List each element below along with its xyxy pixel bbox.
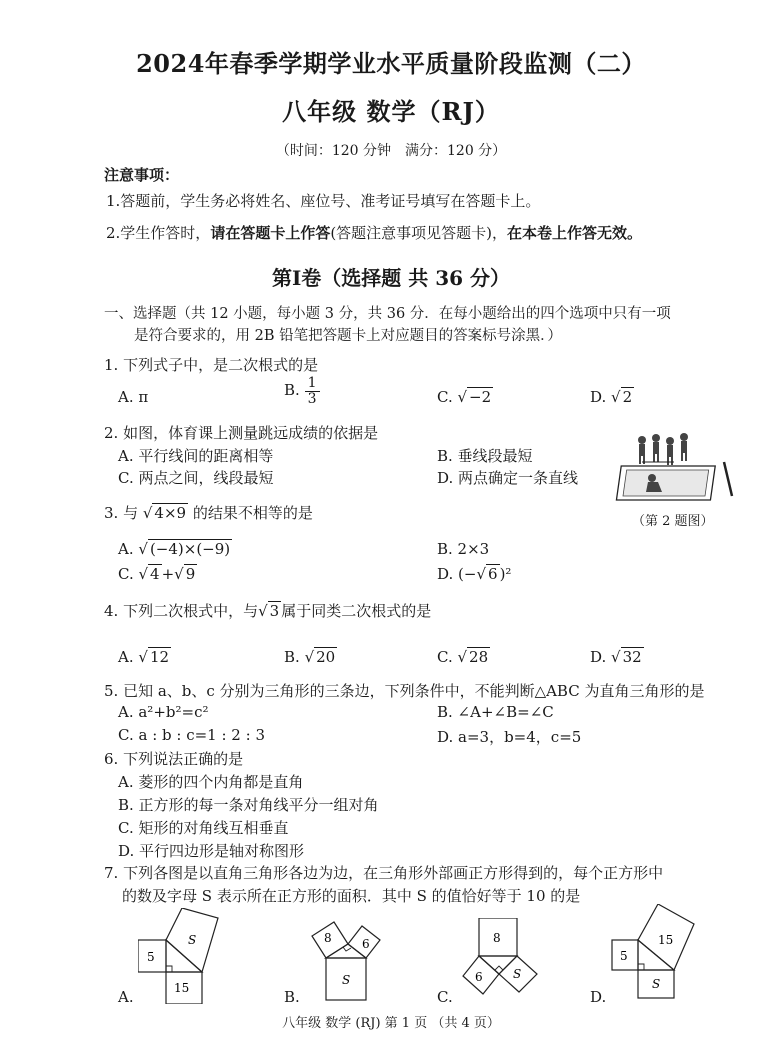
q3-option-c-label: C. (118, 565, 134, 583)
q3-option-b: B. 2×3 (437, 540, 490, 558)
notice-heading: 注意事项： (104, 166, 180, 184)
q1-fraction (305, 376, 320, 406)
q1-option-d-radicand: 2 (622, 388, 633, 406)
q1-option-c-label: C. (437, 388, 453, 406)
q7-figure-a-label: A. (118, 988, 134, 1006)
q2-option-c: C. 两点之间，线段最短 (118, 469, 274, 487)
q1-option-b (284, 376, 320, 406)
q2-stem: 2. 如图，体育课上测量跳远成绩的依据是 (104, 424, 379, 442)
q4-option-b-label: B. (284, 648, 300, 666)
q1-option-d-label: D. (590, 388, 607, 406)
q6-option-d: D. 平行四边形是轴对称图形 (118, 842, 305, 860)
q4-option-a-radicand: 12 (149, 648, 170, 666)
q7-figure-d (610, 904, 715, 1000)
q6-stem: 6. 下列说法正确的是 (104, 750, 244, 768)
q4-option-b: B. √ 20 (284, 648, 336, 666)
fig-c-label-2: 6 (475, 970, 483, 984)
q3-option-d-radicand: 6 (488, 565, 498, 583)
q2-figure-caption: （第 2 题图） (632, 514, 714, 529)
q3-option-a: A. √ (−4)×(−9) (118, 540, 231, 558)
q7-stem-line2: 的数及字母 S 表示所在正方形的面积．其中 S 的值恰好等于 10 的是 (122, 887, 581, 905)
q1-fraction-num: 1 (305, 376, 320, 392)
q7-stem-line1: 7. 下列各图是以直角三角形各边为边，在三角形外部画正方形得到的，每个正方形中 (104, 864, 664, 882)
fig-d-label-3: S (652, 977, 661, 991)
q1-option-d: D. √ 2 (590, 388, 633, 406)
q4-option-c-label: C. (437, 648, 453, 666)
q4-option-c: C. √ 28 (437, 648, 489, 666)
q5-option-a: A. a²+b²=c² (118, 703, 209, 721)
q2-option-d: D. 两点确定一条直线 (437, 469, 579, 487)
notice-item-2-bold2: 在本卷上作答无效。 (507, 224, 643, 242)
q3-stem-radicand: 4×9 (154, 504, 187, 522)
time-info: （时间：120 分钟 满分：120 分） (275, 143, 507, 159)
q1-option-a: A. π (118, 388, 149, 406)
q1-option-c: C. √ −2 (437, 388, 492, 406)
q3-option-c-radicand-1: 4 (150, 565, 160, 583)
q4-stem-pre: 4. 下列二次根式中，与 (104, 602, 259, 620)
page-title: 2024年春季学期学业水平质量阶段监测（二） (136, 49, 646, 78)
section-title: 第Ⅰ卷（选择题 共 36 分） (271, 266, 511, 290)
q6-option-c: C. 矩形的对角线互相垂直 (118, 819, 289, 837)
q3-option-c-plus: + (161, 565, 175, 583)
q7-figure-a (138, 908, 243, 1004)
q7-figure-c-label: C. (437, 988, 453, 1006)
fig-b-label-2: 6 (362, 937, 370, 951)
q5-stem: 5. 已知 a、b、c 分别为三角形的三条边，下列条件中，不能判断△ABC 为直角三角形的是 (104, 682, 705, 700)
fig-b-label-1: 8 (324, 931, 332, 945)
q3-option-c-radicand-2: 9 (185, 565, 196, 583)
q7-figure-d-label: D. (590, 988, 607, 1006)
q1-option-b-label: B. (284, 381, 300, 400)
q4-option-a-label: A. (118, 648, 134, 666)
fig-c-label-3: S (513, 967, 522, 981)
q3-stem: 3. 与 √ 4×9 的结果不相等的是 (104, 504, 313, 522)
q1-fraction-den: 3 (307, 390, 317, 407)
q3-option-d: D. (−√ 6 )² (437, 565, 512, 583)
notice-item-2 (106, 222, 642, 243)
fig-a-label-1: 5 (147, 950, 155, 964)
long-jump-illustration (612, 432, 742, 506)
q3-stem-pre: 3. 与 (104, 504, 139, 522)
q3-option-d-post: )² (499, 565, 512, 583)
q2-option-a: A. 平行线间的距离相等 (118, 447, 274, 465)
fig-d-label-2: 15 (658, 933, 674, 947)
q5-option-b: B. ∠A+∠B=∠C (437, 703, 554, 721)
q4-option-a: A. √ 12 (118, 648, 170, 666)
section-intro-line2: 是符合要求的，用 2B 铅笔把答题卡上对应题目的答案标号涂黑．） (134, 328, 562, 344)
q4-option-d: D. √ 32 (590, 648, 642, 666)
q5-option-c: C. a : b : c=1 : 2 : 3 (118, 726, 265, 744)
q3-stem-post: 的结果不相等的是 (192, 504, 313, 522)
q4-stem: 4. 下列二次根式中，与√ 3 属于同类二次根式的是 (104, 602, 432, 620)
section-intro-line1: 一、选择题（共 12 小题，每小题 3 分，共 36 分．在每小题给出的四个选项中只有一项 (104, 306, 671, 322)
q5-option-d: D. a=3，b=4，c=5 (437, 728, 582, 746)
notice-item-2-mid: (答题注意事项见答题卡)， (330, 224, 508, 242)
notice-item-2-bold1: 请在答题卡上作答 (210, 224, 331, 242)
q4-stem-post: 属于同类二次根式的是 (281, 602, 432, 620)
notice-item-1: 1.答题前，学生务必将姓名、座位号、准考证号填写在答题卡上。 (106, 192, 541, 210)
notice-item-2-prefix: 2.学生作答时， (106, 224, 211, 242)
page-footer: 八年级 数学 (RJ) 第 1 页 （共 4 页） (282, 1016, 500, 1031)
q4-option-d-label: D. (590, 648, 607, 666)
q4-option-c-radicand: 28 (469, 648, 489, 666)
q6-option-b: B. 正方形的每一条对角线平分一组对角 (118, 796, 379, 814)
fig-d-label-1: 5 (620, 949, 628, 963)
q7-figure-b-label: B. (284, 988, 300, 1006)
q4-option-d-radicand: 32 (622, 648, 642, 666)
fig-a-label-3: S (188, 933, 197, 947)
q7-figure-c (455, 918, 555, 1004)
q3-option-a-label: A. (118, 540, 134, 558)
q3-option-a-radicand: (−4)×(−9) (149, 540, 231, 558)
fig-c-label-1: 8 (493, 931, 501, 945)
page-subtitle: 八年级 数学（RJ） (282, 97, 500, 126)
q1-stem: 1. 下列式子中，是二次根式的是 (104, 356, 319, 374)
q1-option-c-radicand: −2 (469, 388, 492, 406)
q3-option-d-label: D. (− (437, 565, 477, 583)
q6-option-a: A. 菱形的四个内角都是直角 (118, 773, 304, 791)
fig-b-label-3: S (342, 973, 351, 987)
q3-option-c: C. √ 4 +√ 9 (118, 565, 196, 583)
q4-option-b-radicand: 20 (316, 648, 336, 666)
q7-figure-b (300, 910, 400, 1004)
fig-a-label-2: 15 (174, 981, 190, 995)
q4-stem-radicand: 3 (269, 602, 280, 620)
q2-option-b: B. 垂线段最短 (437, 447, 533, 465)
